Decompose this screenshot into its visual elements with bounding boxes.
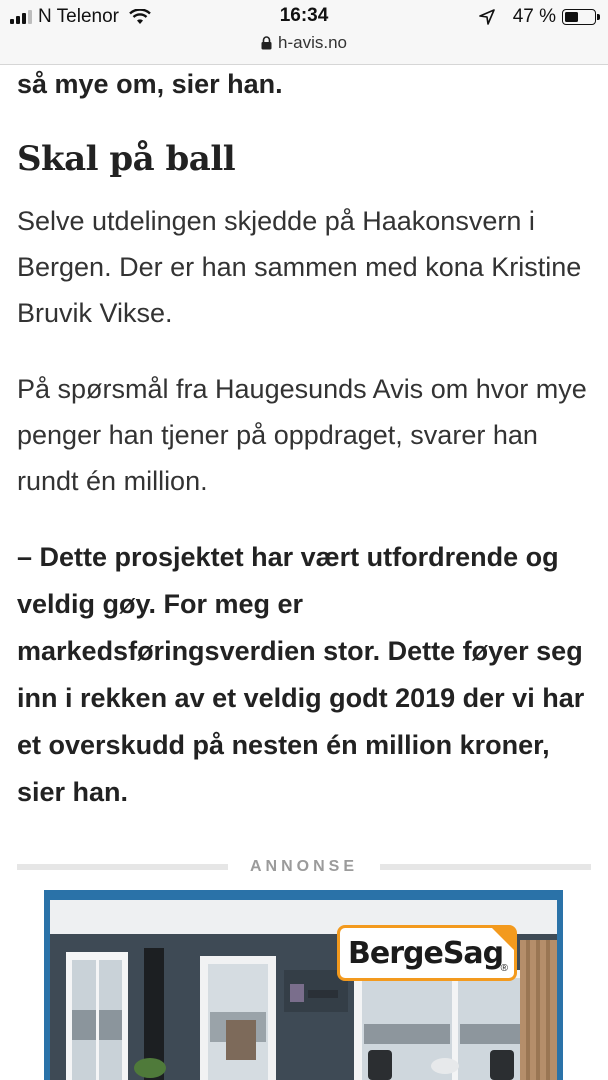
carrier-name: N Telenor [38,6,119,27]
brand-name: BergeSag [348,935,504,971]
status-right [479,6,596,28]
bergesag-logo [337,925,517,981]
article-body [17,64,592,816]
location-arrow-icon [479,9,495,25]
clock: 16:34 [279,5,329,26]
ad-divider-left [17,864,228,870]
lead-paragraph-tail: så mye om, sier han. [17,69,283,99]
brand-arrow-icon [492,928,514,950]
advertisement-banner[interactable] [44,890,563,1080]
status-bar [0,0,608,65]
body-paragraph-2: På spørsmål fra Haugesunds Avis om hvor mye penger han tjener på oppdraget, svarer han rundt én million. [17,374,587,496]
quote-paragraph: – Dette prosjektet har vært utfordrende og veldig gøy. For meg er markedsføringsverdien stor. Dette føyer seg inn i rekken av et veldig godt 2019 der vi har et overskudd på nesten én million kroner, sier han. [17,542,585,807]
body-paragraph-1: Selve utdelingen skjedde på Haakonsvern i Bergen. Der er han sammen med kona Kristine Bruvik Vikse. [17,206,582,328]
address-bar[interactable] [0,33,608,53]
ad-label: ANNONSE [250,858,359,875]
ad-image[interactable] [50,900,557,1080]
section-subheading: Skal på ball [17,139,236,179]
battery-fill [565,12,578,22]
ad-divider-right [380,864,591,870]
lock-icon [261,36,272,50]
battery-percent: 47 % [512,6,556,27]
url-text: h-avis.no [278,33,347,52]
ad-label-row [17,858,591,876]
battery-icon [562,9,596,25]
registered-mark-icon: ® [500,963,508,974]
